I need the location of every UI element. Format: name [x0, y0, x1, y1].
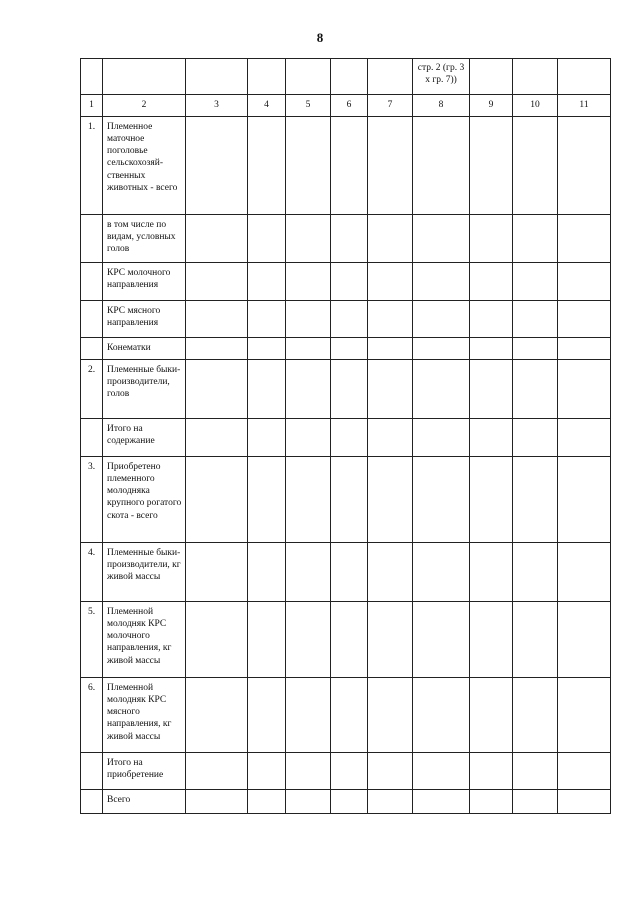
table-row — [81, 263, 611, 301]
empty-cell-col-10 — [513, 602, 558, 678]
col-number-2: 2 — [103, 95, 186, 117]
empty-cell-col-9 — [470, 338, 513, 360]
table-row — [81, 457, 611, 543]
col-number-7: 7 — [368, 95, 413, 117]
empty-cell-col-8 — [413, 301, 470, 338]
table-row — [81, 753, 611, 790]
empty-cell-col-3 — [186, 543, 248, 602]
empty-cell-col-7 — [368, 360, 413, 419]
empty-cell-col-9 — [470, 543, 513, 602]
empty-cell-col-4 — [248, 117, 286, 215]
empty-cell-col-6 — [331, 215, 368, 263]
header-cell-1 — [81, 59, 103, 95]
table-row — [81, 117, 611, 215]
table-row — [81, 301, 611, 338]
row-number — [81, 790, 103, 814]
empty-cell-col-4 — [248, 790, 286, 814]
row-number: 3. — [81, 457, 103, 543]
empty-cell-col-11 — [558, 338, 611, 360]
empty-cell-col-4 — [248, 360, 286, 419]
empty-cell-col-7 — [368, 602, 413, 678]
empty-cell-col-8 — [413, 360, 470, 419]
empty-cell-col-10 — [513, 543, 558, 602]
empty-cell-col-11 — [558, 360, 611, 419]
col-number-3: 3 — [186, 95, 248, 117]
empty-cell-col-9 — [470, 301, 513, 338]
empty-cell-col-3 — [186, 117, 248, 215]
empty-cell-col-5 — [286, 543, 331, 602]
row-label: Племенной молодняк КРС мясного направления, кг живой массы — [103, 678, 186, 753]
empty-cell-col-10 — [513, 790, 558, 814]
empty-cell-col-9 — [470, 457, 513, 543]
empty-cell-col-6 — [331, 301, 368, 338]
header-cell-5 — [286, 59, 331, 95]
empty-cell-col-7 — [368, 263, 413, 301]
empty-cell-col-3 — [186, 790, 248, 814]
empty-cell-col-7 — [368, 419, 413, 457]
row-label: Племенные быки-производители, голов — [103, 360, 186, 419]
empty-cell-col-7 — [368, 790, 413, 814]
empty-cell-col-9 — [470, 215, 513, 263]
empty-cell-col-11 — [558, 457, 611, 543]
empty-cell-col-10 — [513, 419, 558, 457]
empty-cell-col-8 — [413, 215, 470, 263]
empty-cell-col-4 — [248, 215, 286, 263]
empty-cell-col-4 — [248, 753, 286, 790]
empty-cell-col-3 — [186, 263, 248, 301]
empty-cell-col-11 — [558, 215, 611, 263]
header-cell-8: стр. 2 (гр. 3 х гр. 7)) — [413, 59, 470, 95]
empty-cell-col-3 — [186, 419, 248, 457]
col-number-11: 11 — [558, 95, 611, 117]
empty-cell-col-5 — [286, 263, 331, 301]
empty-cell-col-9 — [470, 790, 513, 814]
empty-cell-col-6 — [331, 338, 368, 360]
table-row — [81, 678, 611, 753]
row-label: Приобретено племенного молодняка крупного рогатого скота - всего — [103, 457, 186, 543]
empty-cell-col-10 — [513, 263, 558, 301]
empty-cell-col-9 — [470, 678, 513, 753]
empty-cell-col-4 — [248, 338, 286, 360]
empty-cell-col-5 — [286, 602, 331, 678]
row-label: КРС молочного направления — [103, 263, 186, 301]
empty-cell-col-10 — [513, 117, 558, 215]
row-label: Итого на содержание — [103, 419, 186, 457]
table-row — [81, 419, 611, 457]
empty-cell-col-10 — [513, 215, 558, 263]
empty-cell-col-5 — [286, 419, 331, 457]
empty-cell-col-5 — [286, 301, 331, 338]
empty-cell-col-8 — [413, 419, 470, 457]
empty-cell-col-11 — [558, 263, 611, 301]
empty-cell-col-9 — [470, 419, 513, 457]
row-number — [81, 263, 103, 301]
empty-cell-col-11 — [558, 753, 611, 790]
empty-cell-col-8 — [413, 457, 470, 543]
empty-cell-col-10 — [513, 457, 558, 543]
empty-cell-col-10 — [513, 753, 558, 790]
table-row — [81, 602, 611, 678]
empty-cell-col-5 — [286, 678, 331, 753]
empty-cell-col-3 — [186, 301, 248, 338]
empty-cell-col-3 — [186, 360, 248, 419]
row-number — [81, 215, 103, 263]
empty-cell-col-11 — [558, 301, 611, 338]
empty-cell-col-9 — [470, 263, 513, 301]
empty-cell-col-5 — [286, 753, 331, 790]
empty-cell-col-6 — [331, 457, 368, 543]
table-row — [81, 790, 611, 814]
header-row — [81, 59, 611, 95]
empty-cell-col-7 — [368, 678, 413, 753]
empty-cell-col-3 — [186, 457, 248, 543]
empty-cell-col-5 — [286, 790, 331, 814]
empty-cell-col-3 — [186, 338, 248, 360]
empty-cell-col-6 — [331, 602, 368, 678]
header-cell-11 — [558, 59, 611, 95]
col-number-1: 1 — [81, 95, 103, 117]
empty-cell-col-5 — [286, 215, 331, 263]
empty-cell-col-6 — [331, 678, 368, 753]
row-number — [81, 301, 103, 338]
empty-cell-col-11 — [558, 790, 611, 814]
empty-cell-col-11 — [558, 419, 611, 457]
row-label: Конематки — [103, 338, 186, 360]
row-label: Племенные быки-производители, кг живой массы — [103, 543, 186, 602]
empty-cell-col-11 — [558, 678, 611, 753]
column-number-row — [81, 95, 611, 117]
empty-cell-col-4 — [248, 301, 286, 338]
header-cell-9 — [470, 59, 513, 95]
row-label: Итого на приобретение — [103, 753, 186, 790]
empty-cell-col-4 — [248, 457, 286, 543]
header-cell-7 — [368, 59, 413, 95]
row-label: Племенной молодняк КРС молочного направления, кг живой массы — [103, 602, 186, 678]
empty-cell-col-9 — [470, 117, 513, 215]
empty-cell-col-3 — [186, 678, 248, 753]
empty-cell-col-9 — [470, 360, 513, 419]
empty-cell-col-7 — [368, 338, 413, 360]
page-number: 8 — [316, 30, 324, 45]
row-number: 6. — [81, 678, 103, 753]
empty-cell-col-4 — [248, 419, 286, 457]
empty-cell-col-8 — [413, 543, 470, 602]
col-number-5: 5 — [286, 95, 331, 117]
table-row — [81, 360, 611, 419]
row-label: Племенное маточное поголовье сельскохозяй-ственных животных - всего — [103, 117, 186, 215]
empty-cell-col-5 — [286, 457, 331, 543]
header-cell-2 — [103, 59, 186, 95]
row-label: Всего — [103, 790, 186, 814]
row-label: в том числе по видам, условных голов — [103, 215, 186, 263]
empty-cell-col-8 — [413, 338, 470, 360]
empty-cell-col-4 — [248, 263, 286, 301]
empty-cell-col-7 — [368, 117, 413, 215]
empty-cell-col-6 — [331, 543, 368, 602]
empty-cell-col-6 — [331, 117, 368, 215]
empty-cell-col-10 — [513, 301, 558, 338]
row-number: 5. — [81, 602, 103, 678]
row-number — [81, 753, 103, 790]
row-number: 2. — [81, 360, 103, 419]
row-number: 4. — [81, 543, 103, 602]
empty-cell-col-8 — [413, 678, 470, 753]
empty-cell-col-6 — [331, 263, 368, 301]
table-row — [81, 543, 611, 602]
empty-cell-col-3 — [186, 753, 248, 790]
empty-cell-col-8 — [413, 602, 470, 678]
empty-cell-col-6 — [331, 753, 368, 790]
empty-cell-col-5 — [286, 117, 331, 215]
empty-cell-col-11 — [558, 117, 611, 215]
empty-cell-col-8 — [413, 753, 470, 790]
empty-cell-col-10 — [513, 360, 558, 419]
empty-cell-col-7 — [368, 543, 413, 602]
header-cell-4 — [248, 59, 286, 95]
empty-cell-col-4 — [248, 602, 286, 678]
empty-cell-col-10 — [513, 338, 558, 360]
empty-cell-col-3 — [186, 215, 248, 263]
empty-cell-col-7 — [368, 215, 413, 263]
table-row — [81, 338, 611, 360]
data-table — [80, 58, 611, 814]
empty-cell-col-11 — [558, 543, 611, 602]
empty-cell-col-5 — [286, 360, 331, 419]
col-number-8: 8 — [413, 95, 470, 117]
empty-cell-col-10 — [513, 678, 558, 753]
empty-cell-col-7 — [368, 301, 413, 338]
empty-cell-col-5 — [286, 338, 331, 360]
empty-cell-col-7 — [368, 457, 413, 543]
empty-cell-col-9 — [470, 753, 513, 790]
table-row — [81, 215, 611, 263]
empty-cell-col-6 — [331, 419, 368, 457]
row-number — [81, 419, 103, 457]
header-cell-3 — [186, 59, 248, 95]
empty-cell-col-8 — [413, 263, 470, 301]
empty-cell-col-6 — [331, 790, 368, 814]
empty-cell-col-9 — [470, 602, 513, 678]
empty-cell-col-4 — [248, 678, 286, 753]
col-number-6: 6 — [331, 95, 368, 117]
row-label: КРС мясного направления — [103, 301, 186, 338]
empty-cell-col-4 — [248, 543, 286, 602]
empty-cell-col-3 — [186, 602, 248, 678]
header-cell-10 — [513, 59, 558, 95]
empty-cell-col-8 — [413, 790, 470, 814]
row-number: 1. — [81, 117, 103, 215]
row-number — [81, 338, 103, 360]
empty-cell-col-8 — [413, 117, 470, 215]
empty-cell-col-6 — [331, 360, 368, 419]
col-number-4: 4 — [248, 95, 286, 117]
col-number-10: 10 — [513, 95, 558, 117]
header-cell-6 — [331, 59, 368, 95]
col-number-9: 9 — [470, 95, 513, 117]
empty-cell-col-7 — [368, 753, 413, 790]
empty-cell-col-11 — [558, 602, 611, 678]
